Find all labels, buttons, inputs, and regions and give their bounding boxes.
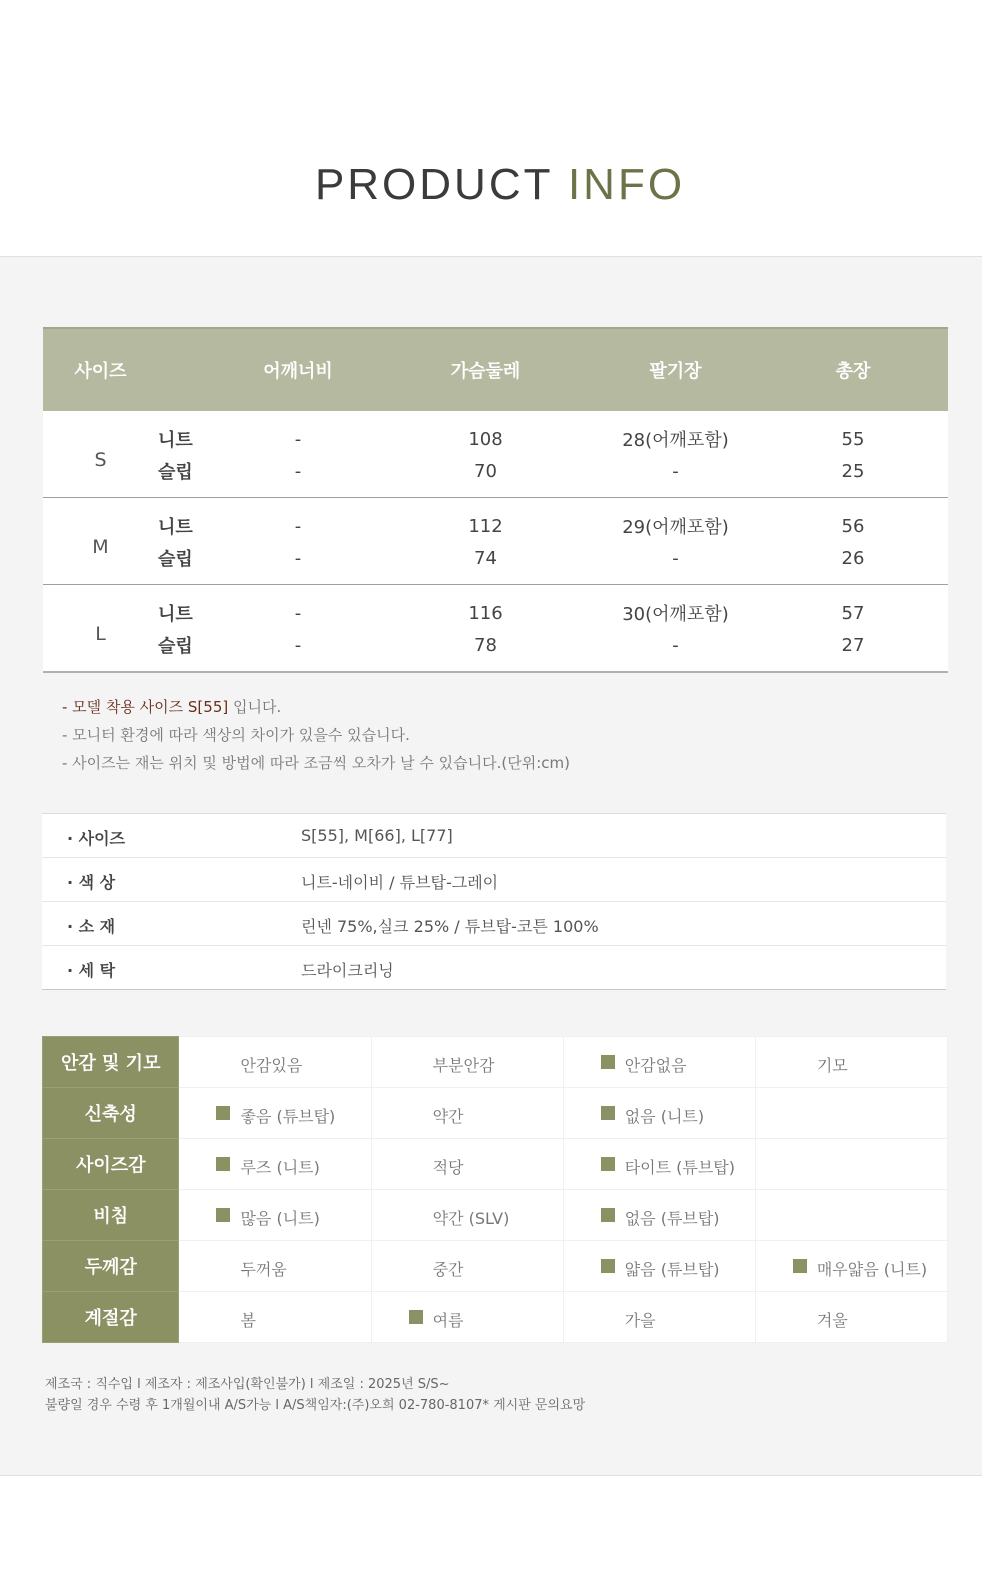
shoulder-value: -: [294, 515, 302, 537]
table-row: [43, 455, 948, 498]
property-option-text: 기모: [816, 1056, 848, 1075]
size-label: M: [92, 536, 109, 558]
property-option: [371, 1190, 563, 1241]
property-option: [755, 1190, 947, 1241]
sleeve-value: -: [672, 547, 679, 569]
property-option: [371, 1139, 563, 1190]
property-option: [563, 1037, 755, 1088]
note-monitor: - 모니터 환경에 따라 색상의 차이가 있을수 있습니다.: [62, 726, 410, 744]
header-sleeve: 팔기장: [593, 328, 758, 411]
property-option-text: 부분안감: [432, 1056, 495, 1075]
item-name: 니트: [158, 517, 193, 538]
property-option: [371, 1037, 563, 1088]
header-size: 사이즈: [43, 328, 158, 411]
property-row: [43, 1088, 948, 1139]
shoulder-value: -: [294, 428, 302, 450]
property-option-text: 얇음 (튜브탑): [624, 1260, 720, 1279]
table-row: [43, 411, 948, 455]
property-label: 안감 및 기모: [43, 1037, 179, 1088]
property-option: [755, 1241, 947, 1292]
property-option-text: 중간: [432, 1260, 464, 1279]
checked-square-icon: [216, 1106, 230, 1120]
length-value: 26: [841, 547, 865, 569]
size-table: [43, 327, 948, 673]
checked-square-icon: [601, 1106, 615, 1120]
property-option: [179, 1292, 371, 1343]
header-length: 총장: [758, 328, 948, 411]
info-value: 드라이크리닝: [301, 961, 394, 980]
property-option: [371, 1292, 563, 1343]
property-row: [43, 1292, 948, 1343]
property-option-text: 약간 (SLV): [432, 1209, 510, 1228]
footer-line-as: 불량일 경우 수령 후 1개월이내 A/S가능 l A/S책임자:(주)오희 02-780-8107* 게시판 문의요망: [45, 1398, 586, 1413]
property-option: [755, 1037, 947, 1088]
info-row-size: [42, 814, 946, 858]
property-label: 두께감: [43, 1241, 179, 1292]
chest-value: 116: [468, 602, 503, 624]
table-row: [43, 629, 948, 672]
sleeve-value: -: [672, 634, 679, 656]
chest-value: 78: [474, 634, 497, 656]
info-value: 니트-네이비 / 튜브탑-그레이: [301, 873, 499, 892]
property-label: 계절감: [43, 1292, 179, 1343]
checked-square-icon: [793, 1259, 807, 1273]
sleeve-value: 28(어깨포함): [622, 430, 729, 451]
note-model-size: [62, 693, 570, 721]
property-option: [179, 1088, 371, 1139]
length-value: 57: [841, 602, 865, 624]
length-value: 55: [841, 428, 865, 450]
property-option: [371, 1241, 563, 1292]
checked-square-icon: [409, 1310, 423, 1324]
property-option: [563, 1190, 755, 1241]
length-value: 27: [841, 634, 865, 656]
chest-value: 74: [474, 547, 497, 569]
property-option-text: 안감없음: [624, 1056, 687, 1075]
property-option: [563, 1292, 755, 1343]
checked-square-icon: [216, 1208, 230, 1222]
size-notes: [62, 693, 570, 777]
property-option-text: 안감있음: [240, 1056, 303, 1075]
note-model-highlight: - 모델 착용 사이즈 S[55]: [62, 698, 229, 716]
size-table-header: [43, 328, 948, 411]
shoulder-value: -: [294, 547, 302, 569]
item-name: 슬립: [158, 462, 193, 483]
property-option-text: 루즈 (니트): [240, 1158, 320, 1177]
info-label: · 세 탁: [67, 961, 116, 980]
header-chest: 가슴둘레: [378, 328, 593, 411]
property-option: [755, 1088, 947, 1139]
property-table: [42, 1036, 948, 1343]
property-option-text: 겨울: [816, 1311, 848, 1330]
property-option-text: 여름: [432, 1311, 464, 1330]
item-name: 니트: [158, 430, 193, 451]
info-row-laundry: [42, 946, 946, 989]
info-label: · 소 재: [67, 917, 116, 936]
chest-value: 112: [468, 515, 503, 537]
property-option-text: 두꺼움: [240, 1260, 287, 1279]
property-label: 사이즈감: [43, 1139, 179, 1190]
footer-info: [45, 1374, 585, 1416]
shoulder-value: -: [294, 460, 302, 482]
property-option-text: 봄: [240, 1311, 256, 1330]
item-name: 슬립: [158, 549, 193, 570]
property-option: [755, 1292, 947, 1343]
size-label: S: [94, 449, 107, 471]
checked-square-icon: [216, 1157, 230, 1171]
property-row: [43, 1190, 948, 1241]
property-option-text: 약간: [432, 1107, 464, 1126]
property-option-text: 없음 (튜브탑): [624, 1209, 720, 1228]
title-part1: PRODUCT: [314, 160, 553, 209]
product-info-list: [42, 813, 946, 990]
checked-square-icon: [601, 1259, 615, 1273]
property-option-text: 많음 (니트): [240, 1209, 320, 1228]
property-row: [43, 1139, 948, 1190]
table-row: [43, 498, 948, 543]
chest-value: 70: [474, 460, 497, 482]
table-row: [43, 585, 948, 630]
note-model-suffix: 입니다.: [228, 698, 282, 716]
footer-line-origin: 제조국 : 직수입 l 제조자 : 제조사입(확인불가) l 제조일 : 2025년 S/S~: [45, 1377, 450, 1392]
shoulder-value: -: [294, 602, 302, 624]
property-label: 비침: [43, 1190, 179, 1241]
shoulder-value: -: [294, 634, 302, 656]
info-value: S[55], M[66], L[77]: [301, 826, 453, 845]
chest-value: 108: [468, 428, 503, 450]
property-row: [43, 1037, 948, 1088]
property-option-text: 적당: [432, 1158, 464, 1177]
info-label: · 사이즈: [67, 829, 126, 848]
size-label: L: [95, 623, 106, 645]
checked-square-icon: [601, 1055, 615, 1069]
checked-square-icon: [601, 1208, 615, 1222]
length-value: 56: [841, 515, 865, 537]
info-value: 린넨 75%,실크 25% / 튜브탑-코튼 100%: [301, 917, 599, 936]
info-row-color: [42, 858, 946, 902]
page-title: [0, 160, 1000, 210]
property-option-text: 없음 (니트): [624, 1107, 705, 1126]
sleeve-value: -: [672, 460, 679, 482]
sleeve-value: 30(어깨포함): [622, 604, 729, 625]
note-measure: - 사이즈는 재는 위치 및 방법에 따라 조금씩 오차가 날 수 있습니다.(단위:cm): [62, 754, 570, 772]
sleeve-value: 29(어깨포함): [622, 517, 729, 538]
item-name: 니트: [158, 604, 193, 625]
property-option-text: 좋음 (튜브탑): [240, 1107, 336, 1126]
length-value: 25: [841, 460, 865, 482]
info-label: · 색 상: [67, 873, 116, 892]
property-option-text: 가을: [624, 1311, 656, 1330]
property-option-text: 타이트 (튜브탑): [624, 1158, 736, 1177]
property-option-text: 매우얇음 (니트): [816, 1260, 928, 1279]
info-row-material: [42, 902, 946, 946]
property-option: [179, 1139, 371, 1190]
property-option: [179, 1037, 371, 1088]
item-name: 슬립: [158, 636, 193, 657]
property-row: [43, 1241, 948, 1292]
property-option: [563, 1241, 755, 1292]
checked-square-icon: [601, 1157, 615, 1171]
property-option: [179, 1190, 371, 1241]
property-label: 신축성: [43, 1088, 179, 1139]
property-option: [755, 1139, 947, 1190]
title-part2: INFO: [567, 160, 686, 209]
property-option: [563, 1139, 755, 1190]
property-option: [179, 1241, 371, 1292]
table-row: [43, 542, 948, 585]
property-option: [563, 1088, 755, 1139]
property-option: [371, 1088, 563, 1139]
header-shoulder: 어깨너비: [218, 328, 378, 411]
